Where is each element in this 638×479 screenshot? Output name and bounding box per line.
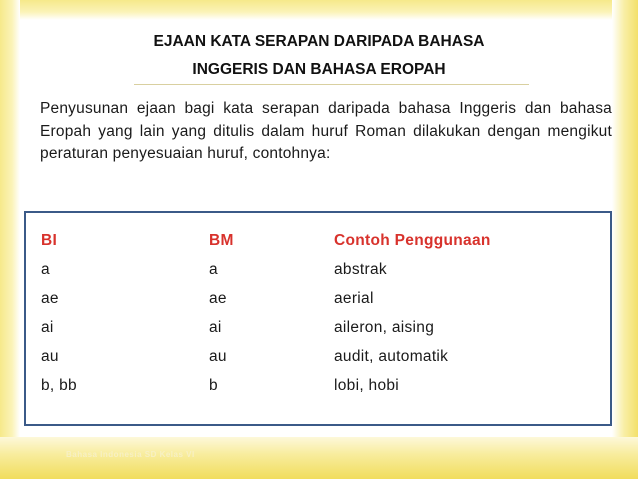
cell-bi: ae (41, 290, 59, 307)
table-row (26, 285, 610, 313)
footer-text: Bahasa Indonesia SD Kelas VI (66, 450, 195, 459)
cell-bm: ai (209, 319, 222, 336)
cell-contoh: audit, automatik (334, 348, 449, 365)
cell-contoh: abstrak (334, 261, 387, 278)
table-row (26, 372, 610, 400)
header-bm: BM (209, 232, 234, 249)
cell-contoh: aerial (334, 290, 374, 307)
title-line-1: EJAAN KATA SERAPAN DARIPADA BAHASA (153, 33, 485, 50)
intro-paragraph: Penyusunan ejaan bagi kata serapan daripada bahasa Inggeris dan bahasa Eropah yang lain yang ditulis dalam huruf Roman dilakukan dengan mengikut peraturan penyesuaian huruf, contohnya: (40, 100, 612, 162)
cell-contoh: lobi, hobi (334, 377, 400, 394)
header-bi: BI (41, 232, 58, 249)
title-line-2: INGGERIS DAN BAHASA EROPAH (192, 61, 446, 78)
table-row (26, 256, 610, 284)
cell-bi: au (41, 348, 59, 365)
frame-top-decoration (0, 0, 638, 20)
frame-bottom-decoration (0, 437, 638, 479)
title-divider (134, 84, 529, 85)
example-table (24, 211, 612, 426)
table-row (26, 314, 610, 342)
page-title (0, 28, 638, 84)
cell-bm: b (209, 377, 218, 394)
cell-bi: b, bb (41, 377, 77, 394)
table-header-row (26, 227, 610, 255)
table-row (26, 343, 610, 371)
cell-bm: au (209, 348, 227, 365)
cell-bm: a (209, 261, 218, 278)
cell-bm: ae (209, 290, 227, 307)
cell-contoh: aileron, aising (334, 319, 435, 336)
header-contoh: Contoh Penggunaan (334, 232, 491, 249)
cell-bi: a (41, 261, 50, 278)
cell-bi: ai (41, 319, 54, 336)
